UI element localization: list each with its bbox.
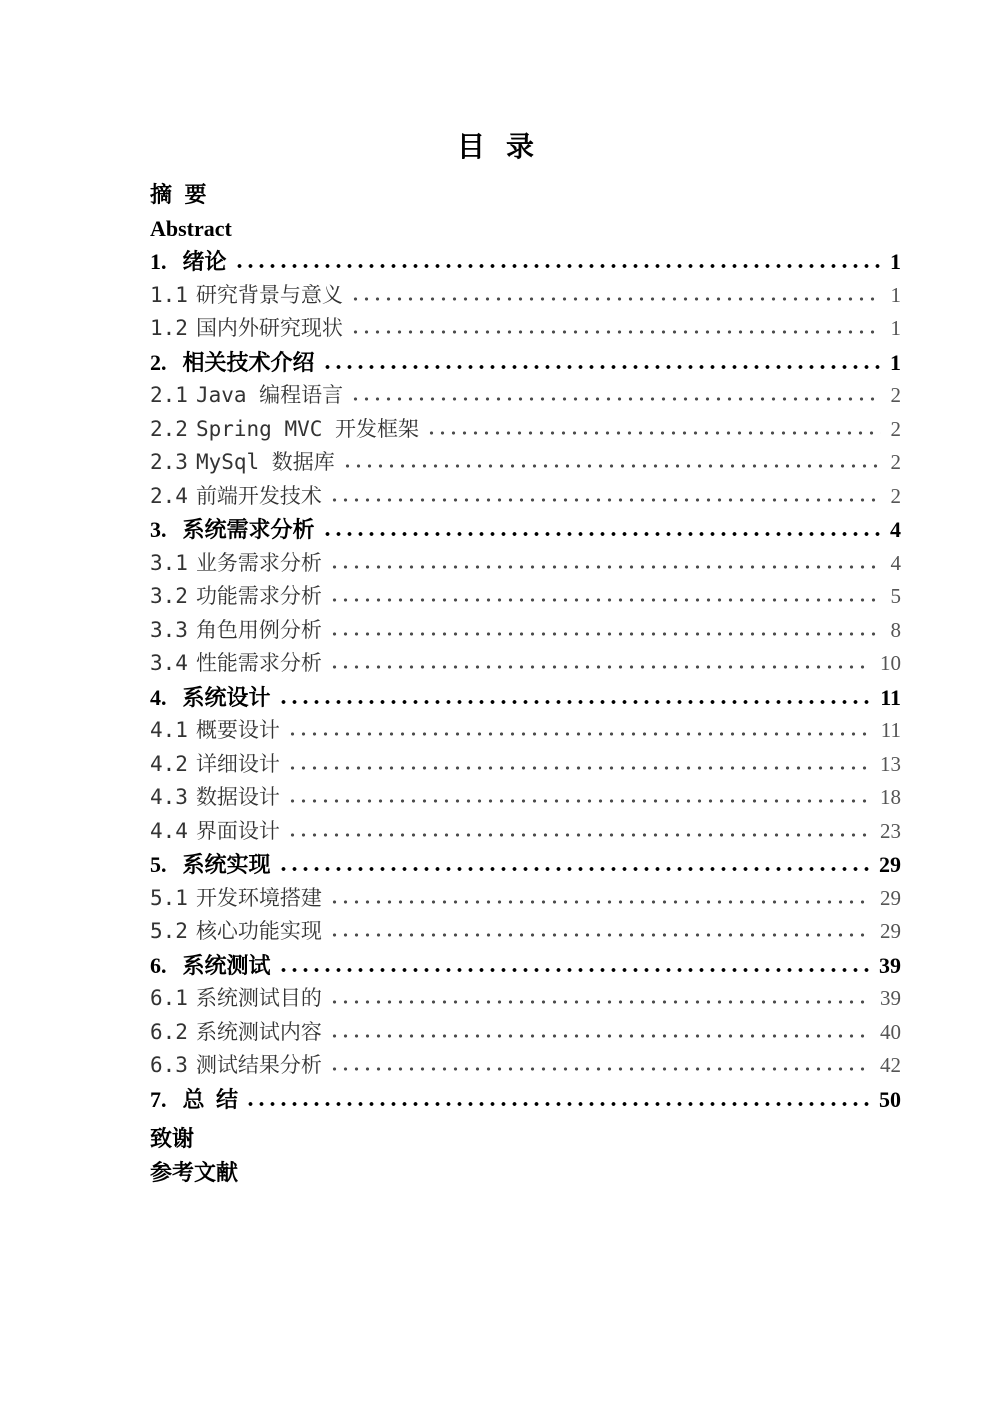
toc-entry-number: 6.2 — [150, 1019, 188, 1044]
dot-leader-icon — [278, 967, 869, 973]
dot-leader-icon — [350, 296, 881, 302]
toc-entry-page: 11 — [880, 718, 901, 742]
toc-entry[interactable] — [150, 915, 901, 949]
toc-entry[interactable] — [150, 446, 901, 480]
toc-entry-label: 摘 要 — [150, 182, 207, 207]
dot-leader-icon — [234, 263, 880, 269]
front-matter-list — [150, 178, 901, 245]
toc-entry-label: 概要设计 — [195, 718, 280, 742]
toc-entry-page: 2 — [890, 416, 901, 441]
toc-entry-label: 总 结 — [182, 1086, 239, 1112]
toc-entry-label: 致谢 — [150, 1126, 195, 1151]
toc-entry-label: 角色用例分析 — [195, 617, 322, 642]
toc-entry-page: 39 — [879, 952, 901, 978]
toc-entry-number: 6. — [150, 952, 167, 978]
toc-entry-page: 1 — [890, 349, 901, 375]
toc-entry-number: 4.4 — [150, 818, 188, 843]
dot-leader-icon — [322, 364, 880, 370]
toc-entry[interactable] — [150, 614, 901, 648]
dot-leader-icon — [329, 631, 881, 637]
toc-entry[interactable] — [150, 279, 901, 313]
toc-entry-label: 功能需求分析 — [195, 584, 322, 608]
toc-entry-label: 系统需求分析 — [182, 517, 315, 542]
toc-entry-page: 29 — [879, 852, 901, 877]
toc-entry-number: 4.3 — [150, 785, 188, 809]
dot-leader-icon — [329, 597, 881, 603]
toc-entry-list — [150, 245, 901, 1116]
toc-entry-number: 1.1 — [150, 282, 188, 307]
toc-entry-number: 5. — [150, 852, 167, 877]
front-matter-item — [150, 212, 901, 246]
toc-entry[interactable] — [150, 647, 901, 681]
toc-title: 目 录 — [456, 132, 534, 163]
toc-entry-page: 18 — [880, 785, 901, 809]
toc-entry-number: 2.2 — [150, 416, 188, 441]
toc-entry-page: 1 — [890, 282, 901, 307]
toc-entry-number: 2.1 — [150, 383, 188, 407]
back-matter-list — [150, 1122, 901, 1189]
dot-leader-icon — [329, 1066, 870, 1072]
dot-leader-icon — [350, 396, 880, 402]
toc-entry-label: 界面设计 — [195, 818, 280, 843]
toc-entry[interactable] — [150, 681, 901, 715]
toc-entry-label: 系统设计 — [182, 684, 271, 710]
toc-entry-number: 3.4 — [150, 651, 188, 675]
dot-leader-icon — [329, 1033, 870, 1039]
toc-entry-number: 3.3 — [150, 617, 188, 642]
toc-entry[interactable] — [150, 379, 901, 413]
toc-entry-page: 2 — [890, 483, 901, 508]
toc-entry-label: Spring MVC 开发框架 — [195, 416, 420, 441]
toc-entry-number: 3.2 — [150, 584, 188, 608]
toc-entry-label: 开发环境搭建 — [195, 885, 322, 910]
toc-entry-number: 2.3 — [150, 450, 188, 474]
dot-leader-icon — [322, 531, 880, 537]
back-matter-item — [150, 1122, 901, 1156]
dot-leader-icon — [278, 699, 871, 705]
dot-leader-icon — [287, 765, 870, 771]
toc-entry-label: 测试结果分析 — [195, 1053, 322, 1077]
toc-entry[interactable] — [150, 245, 901, 279]
toc-entry-page: 29 — [880, 885, 901, 910]
toc-entry-label: 前端开发技术 — [195, 483, 322, 508]
dot-leader-icon — [287, 798, 870, 804]
toc-entry[interactable] — [150, 848, 901, 882]
toc-entry[interactable] — [150, 480, 901, 514]
back-matter-item — [150, 1156, 901, 1190]
toc-entry-page: 2 — [890, 383, 901, 407]
toc-entry-label: 相关技术介绍 — [182, 349, 315, 375]
toc-entry-number: 5.2 — [150, 919, 188, 943]
toc-entry-page: 29 — [880, 919, 901, 943]
dot-leader-icon — [426, 430, 880, 436]
toc-entry-page: 11 — [880, 684, 901, 710]
dot-leader-icon — [342, 463, 881, 469]
toc-entry[interactable] — [150, 1016, 901, 1050]
toc-entry-number: 4.1 — [150, 718, 188, 742]
toc-entry-label: Abstract — [150, 215, 232, 241]
toc-entry[interactable] — [150, 815, 901, 849]
toc-entry-page: 8 — [890, 617, 901, 642]
toc-entry-label: 数据设计 — [195, 785, 280, 809]
toc-entry-number: 5.1 — [150, 885, 188, 910]
toc-entry-page: 42 — [880, 1053, 901, 1077]
dot-leader-icon — [329, 899, 870, 905]
dot-leader-icon — [350, 329, 881, 335]
toc-entry-label: 绪论 — [182, 249, 227, 274]
dot-leader-icon — [329, 664, 870, 670]
front-matter-item — [150, 178, 901, 212]
toc-entry[interactable] — [150, 513, 901, 547]
toc-entry[interactable] — [150, 949, 901, 983]
toc-entry-page: 39 — [880, 986, 901, 1010]
toc-entry-number: 2.4 — [150, 483, 188, 508]
toc-entry-number: 7. — [150, 1086, 167, 1112]
dot-leader-icon — [329, 497, 881, 503]
dot-leader-icon — [278, 866, 869, 872]
dot-leader-icon — [329, 564, 881, 570]
toc-entry-label: 系统测试目的 — [195, 986, 322, 1010]
dot-leader-icon — [329, 999, 870, 1005]
toc-entry-number: 2. — [150, 349, 167, 375]
toc-entry-label: 研究背景与意义 — [195, 282, 343, 307]
toc-entry[interactable] — [150, 580, 901, 614]
toc-entry-page: 13 — [880, 751, 901, 776]
toc-entry-label: 核心功能实现 — [195, 919, 322, 943]
toc-entry[interactable] — [150, 312, 901, 346]
toc-entry-label: Java 编程语言 — [195, 383, 344, 407]
toc-entry[interactable] — [150, 1083, 901, 1117]
toc-content — [150, 178, 901, 1189]
dot-leader-icon — [245, 1101, 869, 1107]
toc-entry-label: 业务需求分析 — [195, 550, 322, 575]
toc-entry[interactable] — [150, 781, 901, 815]
toc-entry-label: 系统测试内容 — [195, 1019, 322, 1044]
dot-leader-icon — [329, 932, 870, 938]
toc-entry-label: 参考文献 — [150, 1159, 239, 1185]
toc-entry-page: 1 — [890, 316, 901, 340]
toc-entry[interactable] — [150, 346, 901, 380]
toc-entry-number: 3. — [150, 517, 167, 542]
toc-entry-label: 性能需求分析 — [195, 651, 322, 675]
dot-leader-icon — [287, 832, 870, 838]
toc-entry-page: 4 — [890, 550, 901, 575]
toc-entry-page: 4 — [890, 517, 901, 542]
toc-entry-page: 40 — [880, 1019, 901, 1044]
toc-entry-number: 1. — [150, 249, 167, 274]
toc-entry[interactable] — [150, 413, 901, 447]
toc-entry[interactable] — [150, 982, 901, 1016]
toc-entry-page: 2 — [890, 450, 901, 474]
toc-entry[interactable] — [150, 1049, 901, 1083]
toc-entry-label: 国内外研究现状 — [195, 316, 343, 340]
toc-entry[interactable] — [150, 714, 901, 748]
toc-entry-number: 3.1 — [150, 550, 188, 575]
dot-leader-icon — [287, 731, 871, 737]
toc-entry-label: 系统实现 — [182, 852, 271, 877]
toc-entry-number: 6.3 — [150, 1053, 188, 1077]
toc-entry[interactable] — [150, 748, 901, 782]
toc-entry-number: 4.2 — [150, 751, 188, 776]
toc-entry-label: 系统测试 — [182, 952, 271, 978]
toc-entry-page: 10 — [880, 651, 901, 675]
toc-entry-page: 5 — [890, 584, 901, 608]
toc-entry-page: 50 — [879, 1086, 901, 1112]
toc-entry-page: 1 — [890, 249, 901, 274]
toc-entry-label: MySql 数据库 — [195, 450, 335, 474]
toc-entry[interactable] — [150, 882, 901, 916]
toc-entry-number: 1.2 — [150, 316, 188, 340]
toc-entry-number: 6.1 — [150, 986, 188, 1010]
toc-entry[interactable] — [150, 547, 901, 581]
toc-entry-number: 4. — [150, 684, 167, 710]
toc-entry-label: 详细设计 — [195, 751, 280, 776]
toc-entry-page: 23 — [880, 818, 901, 843]
